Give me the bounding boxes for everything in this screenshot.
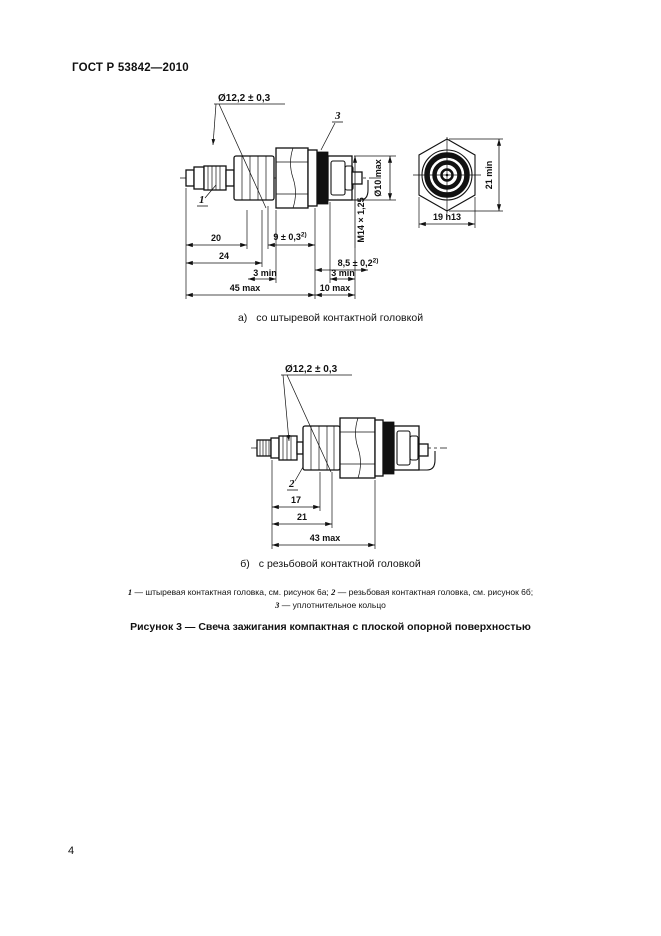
ref-3-seal-ring xyxy=(321,110,343,150)
svg-text:19 h13: 19 h13 xyxy=(432,212,462,222)
dim-label-d122: Ø12,2 ± 0,3 xyxy=(218,93,271,104)
svg-text:43 max: 43 max xyxy=(309,533,341,543)
svg-text:Ø10 max: Ø10 max xyxy=(373,159,383,197)
svg-text:24: 24 xyxy=(218,251,230,261)
thread-shell xyxy=(328,156,353,200)
hex-body xyxy=(276,148,308,208)
caption-b-text: с резьбовой контактной головкой xyxy=(258,558,421,570)
legend-line-2: 3 — уплотнительное кольцо xyxy=(275,600,386,610)
seal-ring xyxy=(317,152,328,204)
dim-21 xyxy=(272,512,332,524)
drawing-b-threaded-head xyxy=(245,360,450,555)
svg-text:9 ± 0,32): $9 \pm 0,3^{2)}$ xyxy=(273,231,307,242)
svg-text:20: 20 xyxy=(210,233,222,243)
svg-text:45 max: 45 max xyxy=(229,283,261,293)
caption-b-letter: б) xyxy=(240,558,250,570)
threaded-contact-head xyxy=(257,436,303,460)
svg-text:10 max: 10 max xyxy=(319,283,351,293)
svg-text:1: 1 xyxy=(199,194,205,206)
drawing-a-pin-head xyxy=(172,88,522,313)
caption-a xyxy=(0,312,661,324)
svg-text:21: 21 xyxy=(296,512,308,522)
legend-ref-2: 2 xyxy=(331,587,336,597)
page-number: 4 xyxy=(68,845,75,857)
dim-43max xyxy=(272,533,375,545)
standard-number-header: ГОСТ Р 53842—2010 xyxy=(72,62,189,74)
figure-title: Рисунок 3 — Свеча зажигания компактная с плоской опорной поверхностью xyxy=(130,621,531,633)
svg-text:2: 2 xyxy=(289,478,295,490)
washer xyxy=(308,150,317,206)
dim-3min-right xyxy=(330,268,355,279)
dim-45max xyxy=(186,283,315,295)
dim-20 xyxy=(186,233,247,245)
dim-thread-m14 xyxy=(355,156,366,248)
ref-2-threaded-head xyxy=(287,467,303,490)
legend-ref-1: 1 xyxy=(127,587,133,597)
caption-a-text: со штыревой контактной головкой xyxy=(256,312,424,324)
svg-text:3: 3 xyxy=(335,110,341,122)
dim-10max xyxy=(315,283,355,295)
svg-text:17: 17 xyxy=(290,495,302,505)
hex-body xyxy=(340,418,375,478)
pin-terminal xyxy=(186,166,234,190)
legend-line-1: 1 — штыревая контактная головка, см. рисунок 6а; 2 — резьбовая контактная головка, см. рисунок 6б; xyxy=(127,587,534,597)
legend-ref-3: 3 xyxy=(275,600,280,610)
svg-text:3 min: 3 min xyxy=(253,268,277,278)
svg-text:21 min: 21 min xyxy=(484,160,494,190)
seal-ring xyxy=(383,422,394,474)
thread-shell xyxy=(394,426,419,470)
svg-text:3 min: 3 min xyxy=(331,268,355,278)
dim-label-d122: Ø12,2 ± 0,3 xyxy=(285,364,338,375)
dim-9-03 xyxy=(268,232,315,246)
insulator-ribs xyxy=(234,156,274,200)
dim-17 xyxy=(272,495,320,507)
svg-text:M14 × 1,25: M14 × 1,25 xyxy=(356,197,366,243)
end-view xyxy=(413,137,503,228)
caption-a-letter: а) xyxy=(237,312,248,324)
dim-24 xyxy=(186,251,262,263)
svg-text:8,5 ± 0,22): $8,5 \pm 0,2^{2)}$ xyxy=(337,257,379,268)
dim-3min-left xyxy=(248,268,277,279)
insulator-ribs xyxy=(303,426,340,470)
figure-legend xyxy=(0,586,661,612)
caption-b xyxy=(0,558,661,570)
washer xyxy=(375,420,383,476)
